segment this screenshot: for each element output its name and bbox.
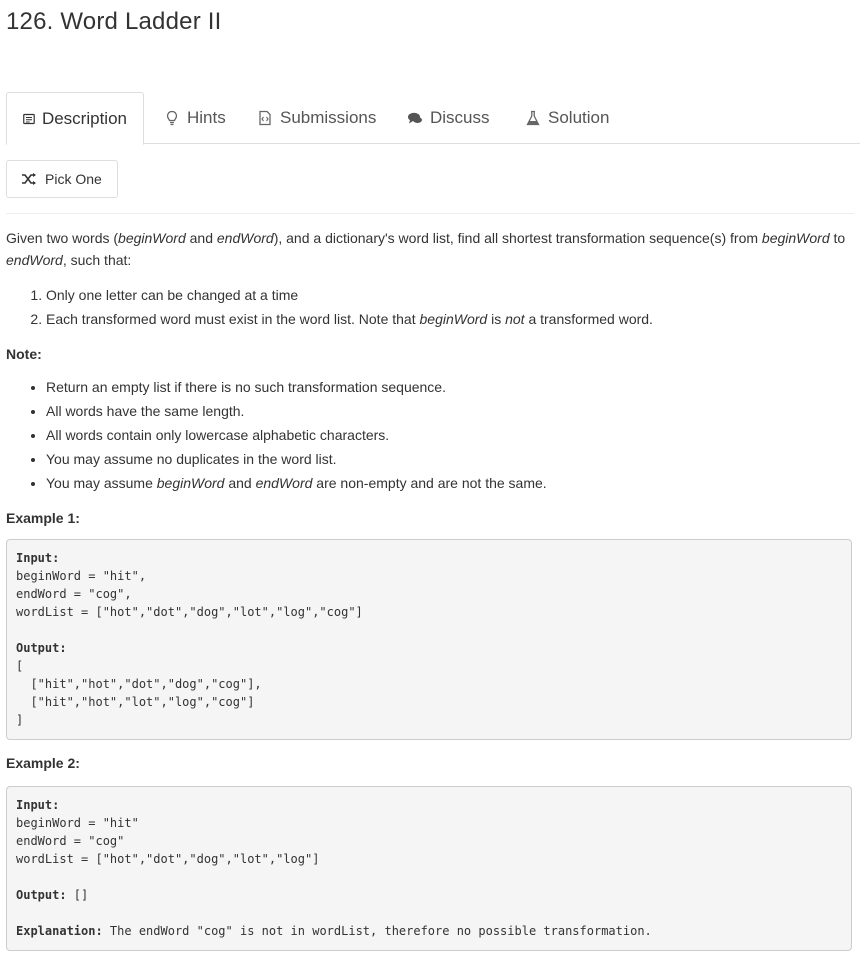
output-label: Output: (16, 641, 67, 655)
intro-paragraph: Given two words (beginWord and endWord), and a dictionary's word list, find all shortest transformation sequence(s) from beginWord to endWord, such that: (6, 230, 846, 268)
lightbulb-icon (164, 110, 180, 126)
list-item: • You may assume beginWord and endWord are non-empty and are not the same. (46, 471, 856, 495)
comments-icon (407, 110, 423, 126)
list-item: 1. Only one letter can be changed at a time (46, 283, 856, 307)
tab-label: Description (41, 108, 127, 128)
input-body: beginWord = "hit" endWord = "cog" wordList = ["hot","dot","dog","lot","log"] (16, 816, 320, 866)
shuffle-icon (21, 172, 37, 186)
list-item: 2. Each transformed word must exist in the word list. Note that beginWord is not a transformed word. (46, 307, 856, 331)
input-label: Input: (16, 798, 60, 812)
pick-one-label: Pick One (45, 171, 102, 187)
example-1-code (6, 539, 852, 740)
output-label: Output: (16, 888, 67, 902)
tab-label: Submissions (280, 108, 377, 127)
tab-label: Hints (187, 108, 226, 127)
tab-discuss[interactable] (407, 92, 490, 144)
pick-one-button[interactable] (6, 160, 118, 198)
explanation-text: The endWord "cog" is not in wordList, therefore no possible transformation. (102, 924, 652, 938)
list-item: • Return an empty list if there is no such transformation sequence. (46, 375, 856, 399)
tab-submissions[interactable] (257, 92, 376, 144)
output-body: [ ["hit","hot","dot","dog","cog"], ["hit","hot","lot","log","cog"] ] (16, 659, 262, 727)
tab-label: Discuss (430, 108, 490, 127)
example-2-heading: Example 2: (6, 755, 80, 771)
note-heading: Note: (6, 346, 42, 362)
rules-list (6, 283, 856, 331)
page-title: 126. Word Ladder II (6, 8, 222, 35)
list-item: • You may assume no duplicates in the word list. (46, 447, 856, 471)
notes-list (6, 375, 856, 495)
explanation-label: Explanation: (16, 924, 103, 938)
input-body: beginWord = "hit", endWord = "cog", wordList = ["hot","dot","dog","lot","log","cog"] (16, 569, 363, 619)
code-file-icon (257, 110, 273, 126)
tab-label: Solution (548, 108, 610, 127)
tab-bar (6, 92, 860, 144)
divider (6, 213, 854, 214)
tab-solution[interactable] (525, 92, 609, 144)
list-item: • All words have the same length. (46, 399, 856, 423)
list-item: • All words contain only lowercase alphabetic characters. (46, 423, 856, 447)
tab-hints[interactable] (164, 92, 226, 144)
example-2-code (6, 786, 852, 951)
input-label: Input: (16, 551, 60, 565)
problem-description (6, 227, 856, 951)
flask-icon (525, 110, 541, 126)
example-1-heading: Example 1: (6, 510, 80, 526)
description-icon (23, 111, 35, 127)
output-value: [] (66, 888, 89, 902)
tab-description[interactable] (6, 92, 144, 145)
